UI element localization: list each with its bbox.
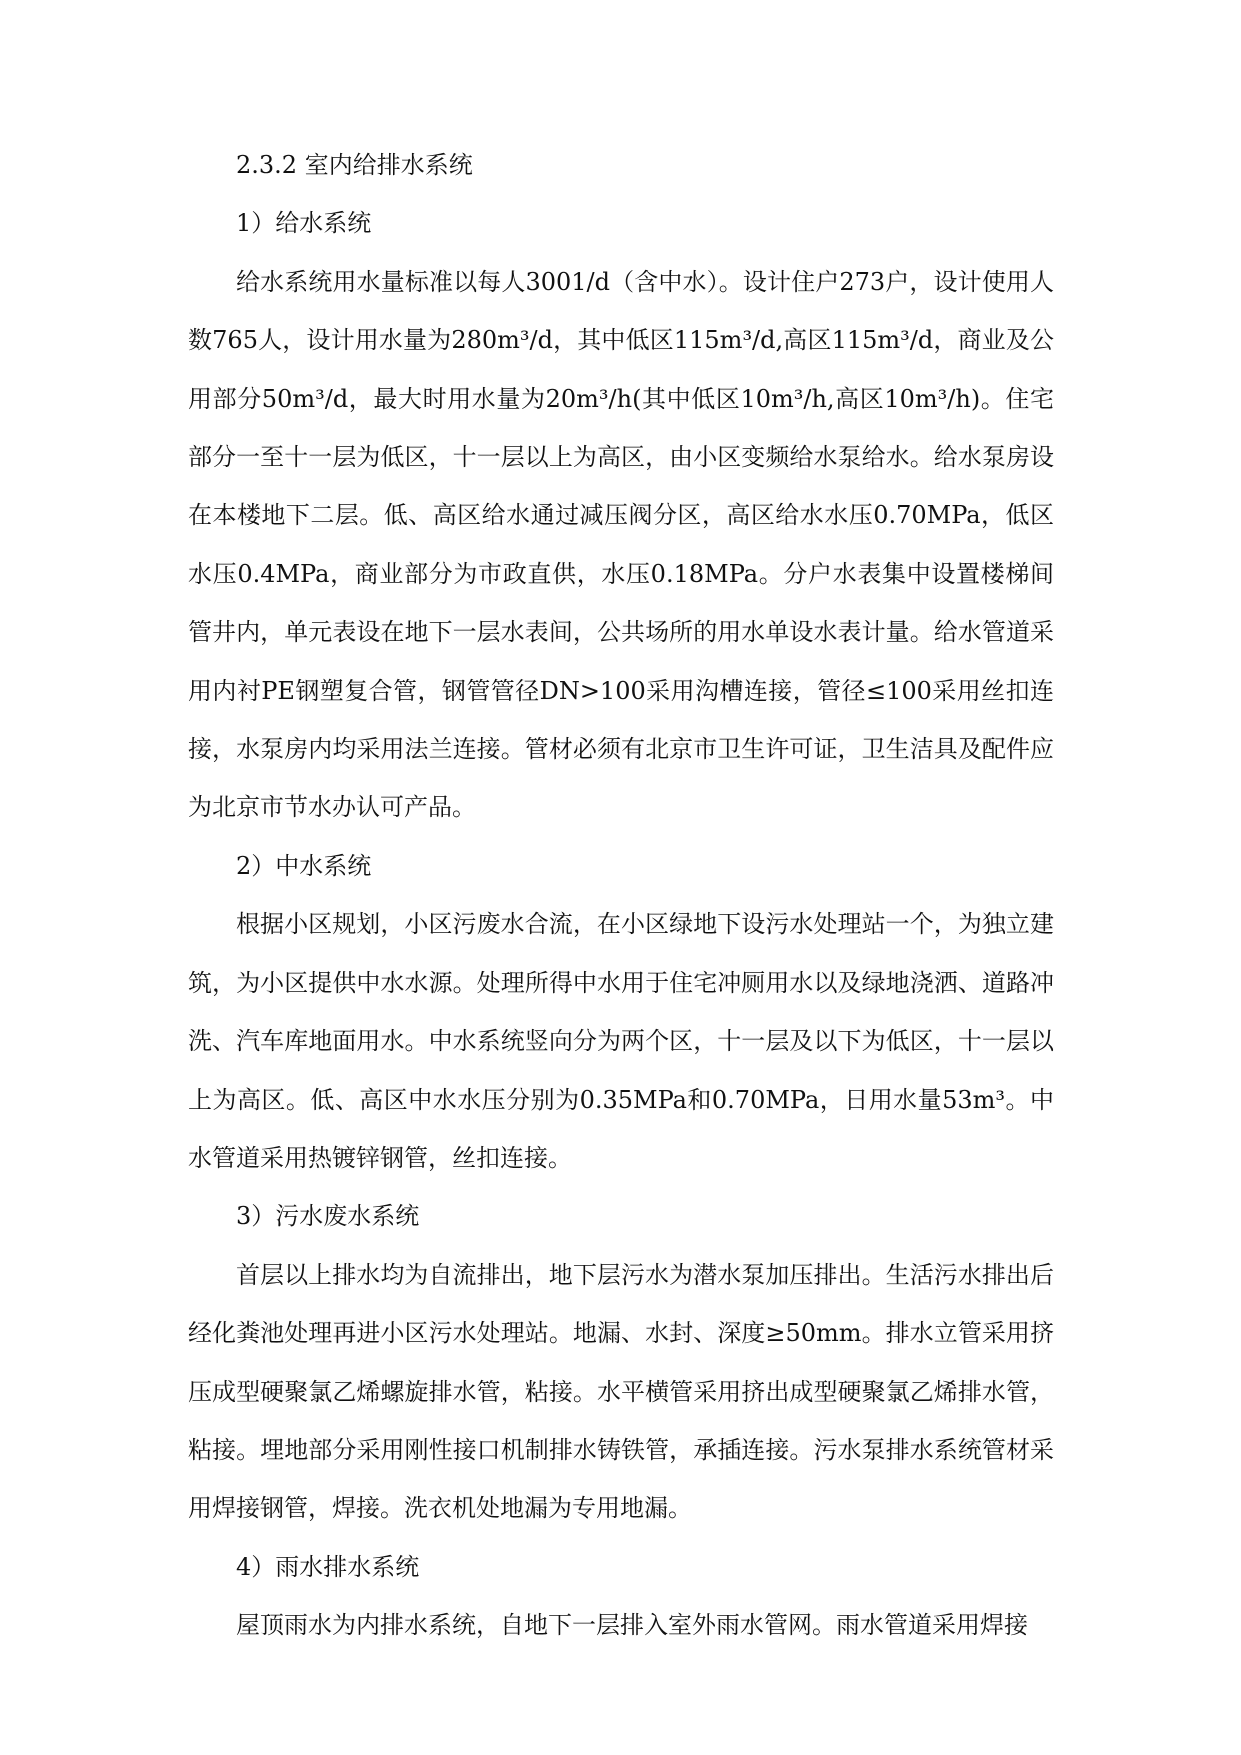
subsection-heading-sewage: 3）污水废水系统	[236, 1202, 420, 1231]
subsection-heading-rainwater: 4）雨水排水系统	[236, 1552, 420, 1581]
subsection-heading-reclaimed-water: 2）中水系统	[236, 851, 372, 880]
paragraph-sewage: 首层以上排水均为自流排出，地下层污水为潜水泵加压排出。生活污水排出后经化粪池处理再进小区污水处理站。地漏、水封、深度≥50mm。排水立管采用挤压成型硬聚氯乙烯螺旋排水管，粘接。水平横管采用挤出成型硬聚氯乙烯排水管，粘接。埋地部分采用刚性接口机制排水铸铁管，承插连接。污水泵排水系统管材采用焊接钢管，焊接。洗衣机处地漏为专用地漏。	[188, 1260, 1054, 1523]
paragraph-reclaimed-water: 根据小区规划，小区污废水合流，在小区绿地下设污水处理站一个，为独立建筑，为小区提供中水水源。处理所得中水用于住宅冲厕用水以及绿地浇洒、道路冲洗、汽车库地面用水。中水系统竖向分为两个区，十一层及以下为低区，十一层以上为高区。低、高区中水水压分别为0.35MPa和0.70MPa，日用水量53m³。中水管道采用热镀锌钢管，丝扣连接。	[188, 910, 1054, 1172]
section-title: 2.3.2 室内给排水系统	[236, 151, 473, 179]
document-page	[188, 136, 1054, 1655]
paragraph-water-supply: 给水系统用水量标准以每人3001/d（含中水）。设计住户273户，设计使用人数765人，设计用水量为280m³/d，其中低区115m³/d,高区115m³/d，商业及公用部分50m³/d，最大时用水量为20m³/h(其中低区10m³/h,高区10m³/h)。住宅部分一至十一层为低区，十一层以上为高区，由小区变频给水泵给水。给水泵房设在本楼地下二层。低、高区给水通过减压阀分区，高区给水水压0.70MPa，低区水压0.4MPa，商业部分为市政直供，水压0.18MPa。分户水表集中设置楼梯间管井内，单元表设在地下一层水表间，公共场所的用水单设水表计量。给水管道采用内衬PE钢塑复合管，钢管管径DN>100采用沟槽连接，管径≤100采用丝扣连接，水泵房内均采用法兰连接。管材必须有北京市卫生许可证，卫生洁具及配件应为北京市节水办认可产品。	[188, 267, 1054, 822]
subsection-heading-water-supply: 1）给水系统	[236, 209, 372, 238]
paragraph-rainwater: 屋顶雨水为内排水系统，自地下一层排入室外雨水管网。雨水管道采用焊接	[236, 1611, 1028, 1640]
